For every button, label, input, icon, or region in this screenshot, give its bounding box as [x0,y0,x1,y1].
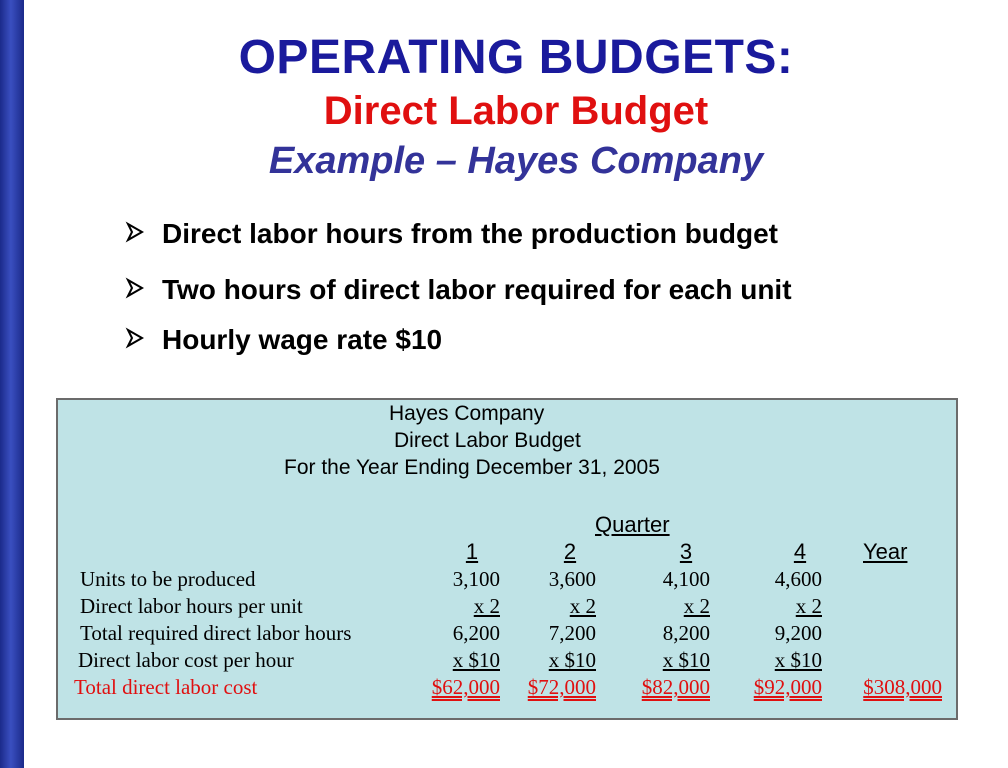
column-header-q4: 4 [793,539,807,564]
row-label-cost-per-hour: Direct labor cost per hour [78,648,294,672]
table-cell: x $10 [774,648,822,672]
table-cell: 7,200 [548,621,596,645]
slide-title: OPERATING BUDGETS: [238,31,794,84]
budget-table-panel [56,398,958,720]
table-cell: 6,200 [452,621,500,645]
table-cell-year-total: $308,000 [863,675,942,699]
table-title: Direct Labor Budget [394,429,581,452]
table-cell: 4,600 [774,567,822,591]
table-cell: x 2 [473,594,500,618]
table-cell: x 2 [569,594,596,618]
bullet-item [124,324,442,356]
column-header-q3: 3 [679,539,693,564]
slide-example-heading: Example – Hayes Company [268,140,764,182]
table-cell: 3,100 [452,567,500,591]
bullet-item [124,274,792,306]
slide-subtitle: Direct Labor Budget [323,89,709,133]
arrow-bullet-icon [124,218,152,246]
bullet-item [124,218,778,250]
table-cell: x 2 [683,594,710,618]
table-cell: x $10 [548,648,596,672]
table-cell-total: $82,000 [641,675,710,699]
quarter-header: Quarter [595,512,670,537]
table-cell: x 2 [795,594,822,618]
table-cell: 3,600 [548,567,596,591]
column-header-q2: 2 [563,539,577,564]
bullet-text: Direct labor hours from the production budget [162,218,778,249]
column-header-year: Year [863,539,908,564]
row-label-units: Units to be produced [80,567,256,591]
column-header-q1: 1 [465,539,479,564]
table-cell: x $10 [452,648,500,672]
table-cell: x $10 [662,648,710,672]
bullet-text: Hourly wage rate $10 [162,324,443,355]
table-company-name: Hayes Company [389,402,545,425]
arrow-bullet-icon [124,324,152,352]
arrow-bullet-icon [124,274,152,302]
table-period: For the Year Ending December 31, 2005 [284,456,660,479]
title-block [24,30,1008,186]
table-cell: 8,200 [662,621,710,645]
table-cell: 4,100 [662,567,710,591]
row-label-total-hours: Total required direct labor hours [80,621,352,645]
row-label-total-cost: Total direct labor cost [74,675,258,699]
table-cell: 9,200 [774,621,822,645]
table-cell-total: $62,000 [431,675,500,699]
bullet-text: Two hours of direct labor required for each unit [162,274,792,305]
table-cell-total: $92,000 [753,675,822,699]
slide-sidebar [0,0,24,768]
row-label-hours-per-unit: Direct labor hours per unit [80,594,303,618]
table-cell-total: $72,000 [527,675,596,699]
